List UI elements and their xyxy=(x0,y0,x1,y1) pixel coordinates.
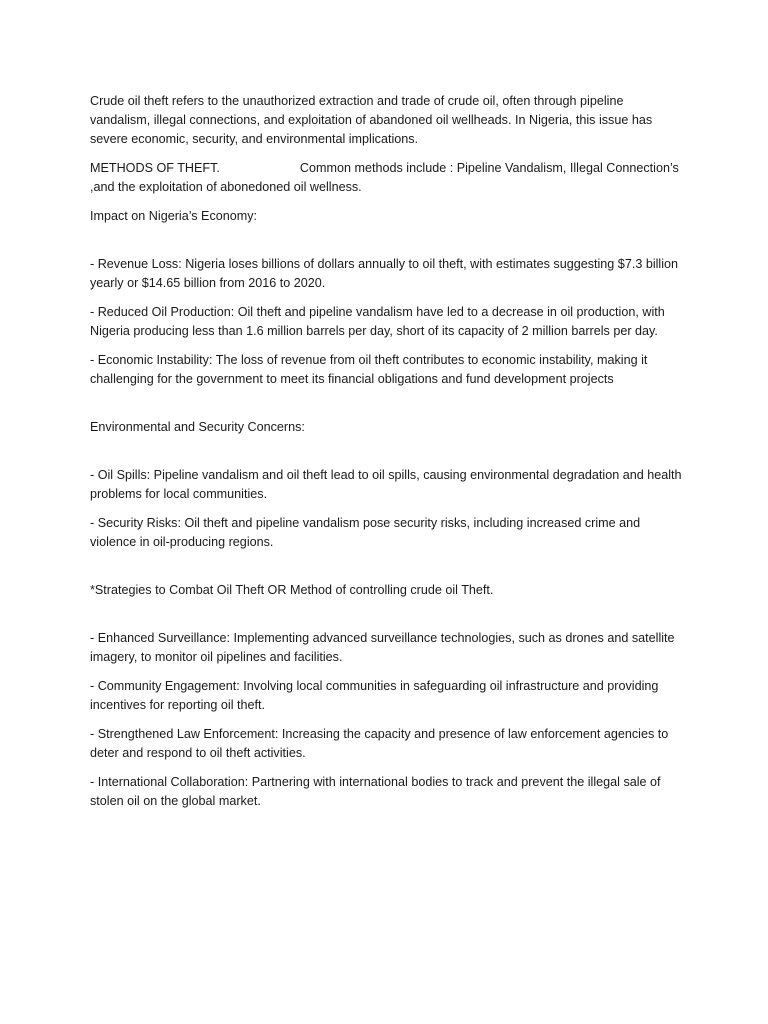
economy-item-revenue-loss: - Revenue Loss: Nigeria loses billions of dollars annually to oil theft, with estimates suggesting $7.3 billion yearly or $14.65 billion from 2016 to 2020. xyxy=(90,257,679,290)
document-body xyxy=(90,92,682,821)
economy-heading: Impact on Nigeria’s Economy: xyxy=(90,209,258,223)
intro-paragraph: Crude oil theft refers to the unauthorized extraction and trade of crude oil, often through pipeline vandalism, illegal connections, and exploitation of abandoned oil wellheads. In Nigeria, this issue has severe economic, security, and environmental implications. xyxy=(90,94,653,146)
methods-heading: METHODS OF THEFT. xyxy=(90,161,220,175)
economy-item-reduced-production: - Reduced Oil Production: Oil theft and pipeline vandalism have led to a decrease in oil production, with Nigeria producing less than 1.6 million barrels per day, short of its capacity of 2 million barrels per day. xyxy=(90,305,665,338)
strategies-heading: *Strategies to Combat Oil Theft OR Method of controlling crude oil Theft. xyxy=(90,583,494,597)
environment-heading: Environmental and Security Concerns: xyxy=(90,420,305,434)
methods-text: Common methods include : Pipeline Vandalism, Illegal Connection’s ,and the exploitation of abonedoned oil wellness. xyxy=(90,161,679,194)
environment-item-oil-spills: - Oil Spills: Pipeline vandalism and oil theft lead to oil spills, causing environmental degradation and health problems for local communities. xyxy=(90,468,682,501)
strategy-item-surveillance: - Enhanced Surveillance: Implementing advanced surveillance technologies, such as drones and satellite imagery, to monitor oil pipelines and facilities. xyxy=(90,631,675,664)
strategy-item-community: - Community Engagement: Involving local communities in safeguarding oil infrastructure and providing incentives for reporting oil theft. xyxy=(90,679,659,712)
environment-item-security-risks: - Security Risks: Oil theft and pipeline vandalism pose security risks, including increased crime and violence in oil-producing regions. xyxy=(90,516,641,549)
strategy-item-law-enforcement: - Strengthened Law Enforcement: Increasing the capacity and presence of law enforcement agencies to deter and respond to oil theft activities. xyxy=(90,727,669,760)
methods-paragraph xyxy=(90,159,682,197)
economy-item-economic-instability: - Economic Instability: The loss of revenue from oil theft contributes to economic instability, making it challenging for the government to meet its financial obligations and fund development projects xyxy=(90,353,648,386)
strategy-item-international: - International Collaboration: Partnering with international bodies to track and prevent the illegal sale of stolen oil on the global market. xyxy=(90,775,661,808)
